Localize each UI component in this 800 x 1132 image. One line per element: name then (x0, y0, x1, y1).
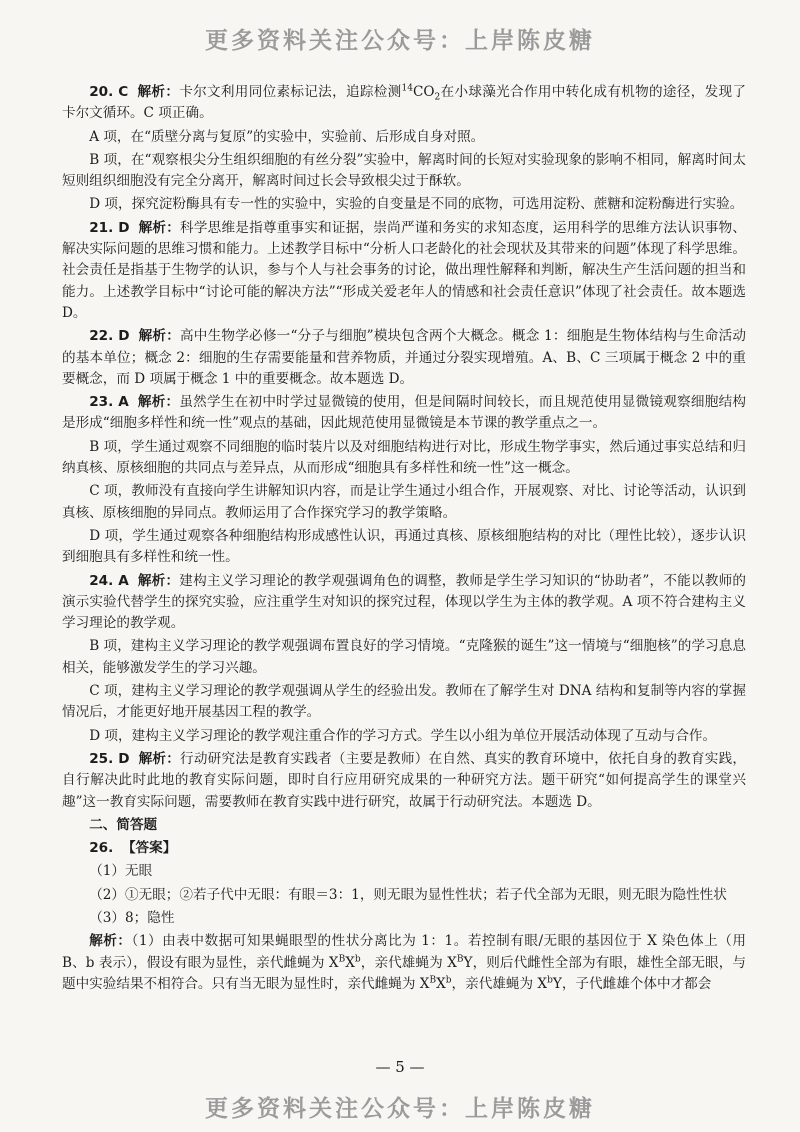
q23-text: 虽然学生在初中时学过显微镜的使用，但是间隔时间较长，而且规范使用显微镜观察细胞结构是形成“细胞多样性和统一性”观点的基础，因此规范使用显微镜是本节课的教学重点之一。 (62, 394, 746, 432)
q26-exp-f: ，亲代雄蝇为 X (451, 975, 548, 992)
q24-paragraph-1 (62, 571, 746, 635)
q20-paragraph-2: A 项，在“质壁分离与复原”的实验中，实验前、后形成自身对照。 (89, 128, 485, 145)
q26-answer-1: （1）无眼 (89, 863, 153, 880)
q26-explanation (62, 931, 746, 995)
q26-analysis-label: 解析： (89, 933, 132, 950)
q20-paragraph-3: B 项，在“观察根尖分生组织细胞的有丝分裂”实验中，解离时间的长短对实验现象的影响不相同，解离时间太短则组织细胞没有完全分离开，解离时间过长会导致根尖过于酥软。 (62, 151, 746, 190)
q25-paragraph (62, 749, 746, 813)
document-body (62, 82, 746, 997)
q26-answer-label: 【答案】 (121, 840, 177, 857)
q26-sup-1: B (338, 954, 346, 965)
q25-text: 行动研究法是教育实践者（主要是教师）在自然、真实的教育环境中，依托自身的教育实践，自行解决此时此地的教育实际问题，即时自行应用研究成果的一种研究方法。题干研究“如何提高学生的课堂兴趣”这一教育实际问题，需要教师在教育实践中进行研究，故属于行动研究法。本题选 D。 (62, 750, 746, 810)
q26-number: 26. (89, 840, 114, 857)
q26-exp-a: （1）由表中数据可知果蝇眼型的性状分离比为 1：1。若控制有眼/无眼的基因位于 X 染色体上（用 B、b 表示），假设有眼为显性，亲代雌蝇为 X (62, 933, 746, 971)
q21-text: 科学思维是指尊重事实和证据，崇尚严谨和务实的求知态度，运用科学的思维方法认识事物、解决实际问题的思维习惯和能力。上述教学目标中“分析人口老龄化的社会现状及其带来的问题”体现了科学思维。社会责任是指基于生物学的认识，参与个人与社会事务的讨论，做出理性解释和判断，解决生产生活问题的担当和能力。上述教学目标中“讨论可能的解决方法”“形成关爱老年人的情感和社会责任意识”体现了社会责任。故本题选 D。 (62, 219, 746, 321)
q23-paragraph-1 (62, 392, 746, 435)
watermark-bottom: 更多资料关注公众号：上岸陈皮糖 (205, 1096, 595, 1122)
q26-exp-d: Y，则后代雌性全部为有眼，雄性全部无眼，与题中实验结果不相符合。只有当无眼为显性时，亲代雌蝇为 X (62, 954, 746, 992)
q20-text-a: 卡尔文利用同位素标记法，追踪检测 (179, 84, 402, 100)
q26-sup-6: b (547, 975, 553, 986)
q20-text-c: 在小球藻光合作用中转化成有机物的途径，发现了卡尔文循环。C 项正确。 (62, 84, 746, 122)
q26-answer-2: （2）①无眼；②若子代中无眼：有眼＝3：1，则无眼为显性性状；若子代全部为无眼，则无眼为隐性性状 (89, 886, 727, 903)
q24-text: 建构主义学习理论的教学观强调角色的调整，教师是学生学习知识的“协助者”，不能以教师的演示实验代替学生的探究实验，应注重学生对知识的探究过程，体现以学生为主体的教学观。A 项不符合建构主义学习理论的教学观。 (62, 572, 746, 632)
q22-number: 22. D (89, 328, 130, 345)
watermark-top: 更多资料关注公众号：上岸陈皮糖 (205, 28, 595, 54)
q26-exp-b: X (345, 954, 355, 971)
q22-analysis-label: 解析： (138, 328, 180, 345)
q23-number: 23. A (89, 394, 129, 411)
page-number: — 5 — (375, 1058, 425, 1076)
q26-answer-3: （3）8；隐性 (89, 909, 175, 926)
q24-analysis-label: 解析： (137, 572, 180, 589)
q20-paragraph-1 (62, 82, 746, 125)
q26-exp-g: Y，子代雌雄个体中才都会 (552, 975, 712, 992)
q26-exp-e: X (436, 975, 446, 992)
q23-paragraph-3: C 项，教师没有直接向学生讲解知识内容，而是让学生通过小组合作，开展观察、对比、讨论等活动，认识到真核、原核细胞的异同点。教师运用了合作探究学习的教学策略。 (62, 483, 746, 521)
q25-number: 25. D (89, 750, 130, 767)
section-title-short-answer: 二、简答题 (89, 816, 158, 833)
q24-paragraph-2: B 项，建构主义学习理论的教学观强调布置良好的学习情境。“克隆猴的诞生”这一情境与“细胞核”的学习息息相关，能够激发学生的学习兴趣。 (62, 638, 746, 676)
q23-paragraph-2: B 项，学生通过观察不同细胞的临时装片以及对细胞结构进行对比，形成生物学事实，然后通过事实总结和归纳真核、原核细胞的共同点与差异点，从而形成“细胞具有多样性和统一性”这一概念。 (62, 438, 746, 477)
q25-analysis-label: 解析： (138, 750, 181, 767)
q20-sub: 2 (434, 92, 441, 103)
q26-exp-c: ，亲代雄蝇为 X (360, 954, 457, 971)
q26-sup-4: B (429, 975, 437, 986)
q22-paragraph (62, 326, 746, 390)
q26-sup-3: B (456, 954, 464, 965)
q20-text-b: CO (413, 84, 435, 100)
q21-paragraph (62, 218, 746, 324)
q22-text: 高中生物学必修一“分子与细胞”模块包含两个大概念。概念 1：细胞是生物体结构与生命活动的基本单位；概念 2：细胞的生存需要能量和营养物质，并通过分裂实现增殖。A、B、C 三项属于概念 2 中的重要概念，而 D 项属于概念 1 中的重要概念。故本题选 D。 (62, 328, 746, 387)
q21-number: 21. D (89, 219, 130, 236)
q20-analysis-label: 解析： (137, 84, 180, 100)
q26-sup-5: b (445, 975, 452, 986)
q24-paragraph-4: D 项，建构主义学习理论的教学观注重合作的学习方式。学生以小组为单位开展活动体现了互动与合作。 (89, 727, 717, 744)
q26-heading (62, 838, 746, 859)
q20-paragraph-4: D 项，探究淀粉酶具有专一性的实验中，实验的自变量是不同的底物，可选用淀粉、蔗糖和淀粉酶进行实验。 (89, 196, 744, 213)
q23-paragraph-4: D 项，学生通过观察各种细胞结构形成感性认识，再通过真核、原核细胞结构的对比（理性比较），逐步认识到细胞具有多样性和统一性。 (62, 527, 746, 566)
q23-analysis-label: 解析： (137, 394, 180, 411)
q20-number: 20. C (89, 84, 129, 100)
q21-analysis-label: 解析： (138, 219, 181, 236)
q24-number: 24. A (89, 572, 129, 589)
q20-sup: 14 (401, 83, 413, 94)
q24-paragraph-3: C 项，建构主义学习理论的教学观强调从学生的经验出发。教师在了解学生对 DNA 结构和复制等内容的掌握情况后，才能更好地开展基因工程的教学。 (62, 683, 746, 721)
q26-sup-2: b (354, 954, 361, 965)
